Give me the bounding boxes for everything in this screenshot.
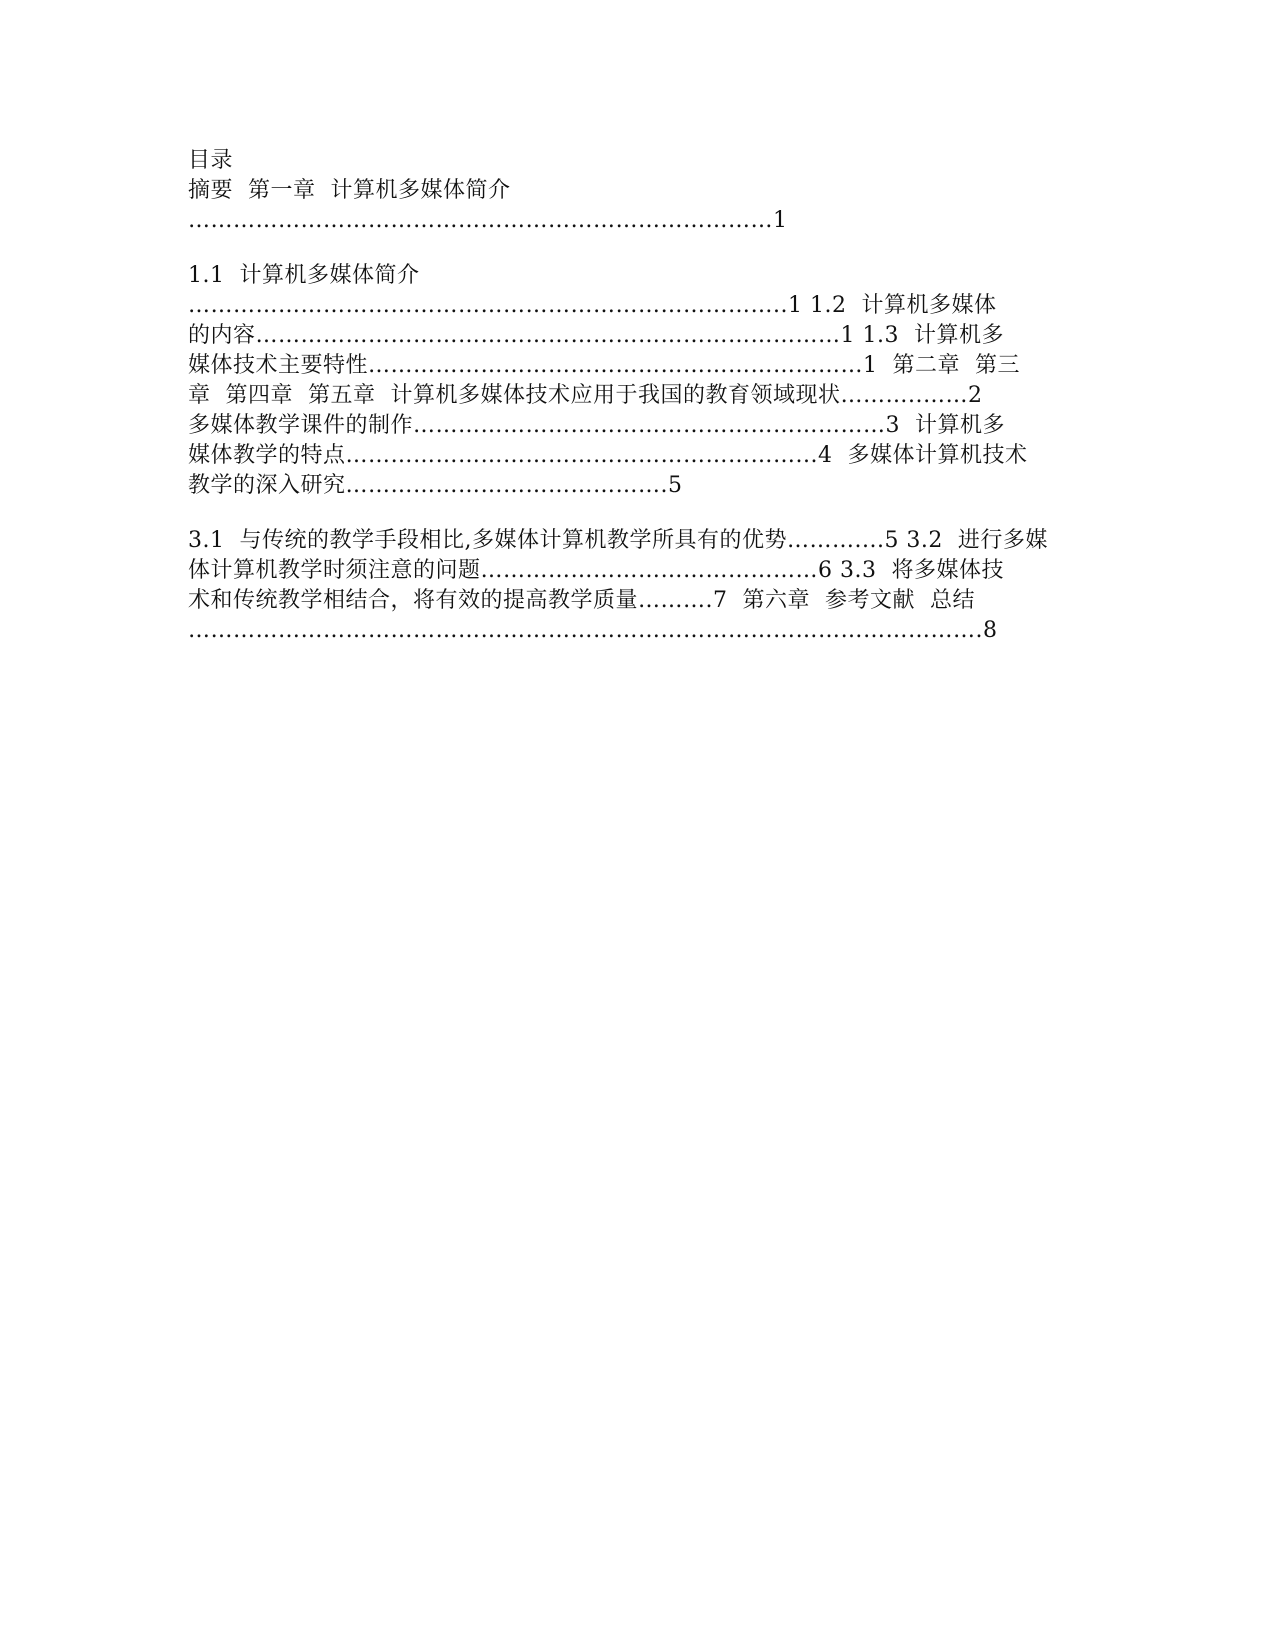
toc-line: 的内容……………………………………………………………………1 1.3 计算机多	[188, 323, 1004, 348]
paragraph-gap	[188, 236, 1108, 261]
toc-line: 摘要 第一章 计算机多媒体简介	[188, 178, 511, 203]
toc-line: 多媒体教学课件的制作………………………………………………………3 计算机多	[188, 413, 1005, 438]
toc-line: 媒体技术主要特性…………………………………………………………1 第二章 第三	[188, 353, 1020, 378]
toc-line: 3.1 与传统的教学手段相比,多媒体计算机教学所具有的优势………....5 3.2 进行多媒	[188, 528, 1048, 553]
table-of-contents	[188, 146, 1108, 646]
toc-line: ……………………………………………………………………..1 1.2 计算机多媒体	[188, 293, 997, 318]
toc-line: …………………………………………………………………………………………….8	[188, 618, 998, 643]
toc-line: 术和传统教学相结合，将有效的提高教学质量……….7 第六章 参考文献 总结	[188, 588, 975, 613]
toc-title: 目录	[188, 148, 234, 173]
toc-line: 媒体教学的特点……………………………………………………...4 多媒体计算机技术	[188, 443, 1028, 468]
toc-line: 1.1 计算机多媒体简介	[188, 263, 420, 288]
toc-line: 章 第四章 第五章 计算机多媒体技术应用于我国的教育领域现状………..……2	[188, 383, 983, 408]
toc-line: 体计算机教学时须注意的问题………………………………………6 3.3 将多媒体技	[188, 558, 1004, 583]
paragraph-gap	[188, 501, 1108, 526]
toc-line: ……………………………………………………………………1	[188, 208, 788, 233]
toc-line: 教学的深入研究…………………………………….5	[188, 473, 683, 498]
